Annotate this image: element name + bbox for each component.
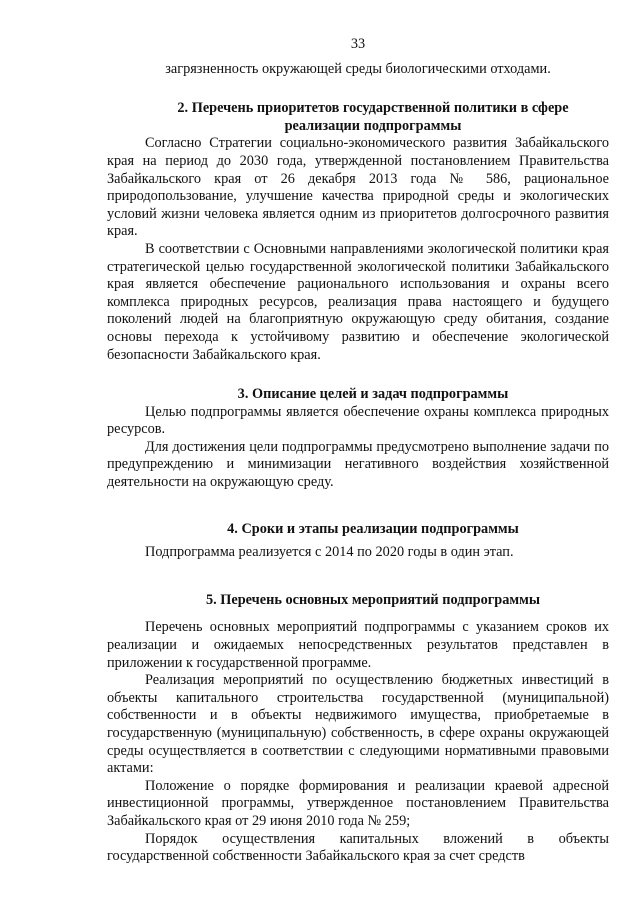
section-2-title-line2: реализации подпрограммы (284, 117, 462, 134)
section-5-paragraph-1: Перечень основных мероприятий подпрограммы с указанием сроков их реализации и ожидаемых непосредственных результатов представлен в приложении к государственной программе. (107, 619, 609, 671)
section-2-paragraph-2: В соответствии с Основными направлениями экологической политики края стратегической целью государственной экологической политики Забайкальского края является обеспечение рационального использования и охраны всего комплекса природных ресурсов, реализация права настоящего и будущего поколений людей на благоприятную окружающую среду обитания, создание основы перехода к устойчивому развитию и обеспечение экологической безопасности Забайкальского края. (107, 240, 609, 363)
section-2-title-line1: 2. Перечень приоритетов государственной политики в сфере (177, 100, 569, 117)
section-5-paragraph-4: Порядок осуществления капитальных вложений в объекты государственной собственности Забайкальского края за счет средств (107, 830, 609, 865)
section-3-title: 3. Описание целей и задач подпрограммы (237, 386, 509, 403)
page-number: 33 (350, 36, 366, 52)
section-4 (107, 521, 609, 562)
intro-line: загрязненность окружающей среды биологическими отходами. (165, 60, 551, 77)
section-5-paragraph-3: Положение о порядке формирования и реализации краевой адресной инвестиционной программы, утвержденное постановлением Правительства Забайкальского края от 29 июня 2010 года № 259; (107, 777, 609, 829)
document-page (107, 36, 609, 866)
section-5-title: 5. Перечень основных мероприятий подпрограммы (205, 591, 541, 608)
section-4-title: 4. Сроки и этапы реализации подпрограммы (227, 520, 519, 537)
section-5-paragraph-2: Реализация мероприятий по осуществлению бюджетных инвестиций в объекты капитального строительства государственной (муниципальной) собственности и в объекты недвижимого имущества, приобретаемые в государственную (муниципальную) собственность, в сфере охраны окружающей среды осуществляется в соответствии с следующими нормативными правовыми актами: (107, 672, 609, 777)
section-4-paragraph-1: Подпрограмма реализуется с 2014 по 2020 годы в один этап. (145, 544, 514, 561)
section-2-paragraph-1: Согласно Стратегии социально-экономического развития Забайкальского края на период до 2030 года, утвержденной постановлением Правительства Забайкальского края от 26 декабря 2013 года № 586, рациональное природопользование, улучшение качества природной среды и экологических условий жизни человека является одним из приоритетов долгосрочного развития края. (107, 135, 609, 240)
section-3-paragraph-2: Для достижения цели подпрограммы предусмотрено выполнение задачи по предупреждению и минимизации негативного воздействия хозяйственной деятельности на окружающую среду. (107, 438, 609, 491)
section-3 (107, 386, 609, 492)
section-2 (107, 100, 609, 364)
section-5 (107, 592, 609, 866)
section-3-paragraph-1: Целью подпрограммы является обеспечение охраны комплекса природных ресурсов. (107, 403, 609, 438)
